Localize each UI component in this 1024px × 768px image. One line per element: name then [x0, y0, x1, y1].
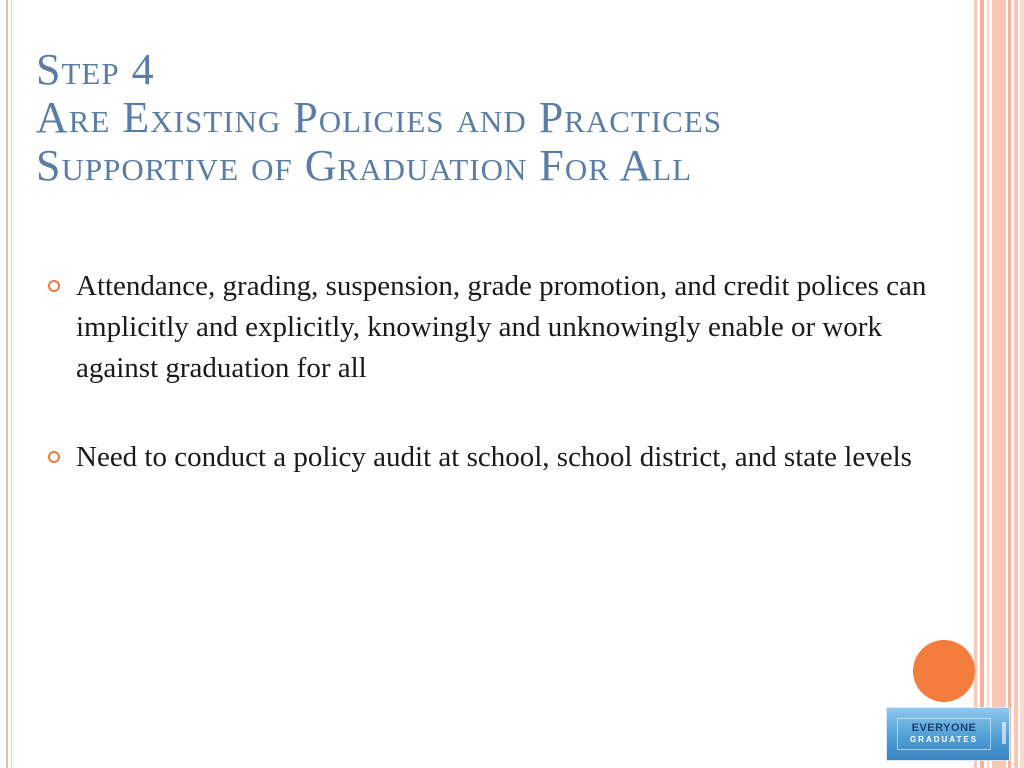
- title-line-question-cont: Supportive of Graduation For All: [36, 141, 693, 190]
- logo-frame: [897, 718, 991, 750]
- title-line-question: Are Existing Policies and Practices: [36, 93, 723, 142]
- bullet-text: Attendance, grading, suspension, grade promotion, and credit polices can implicitly and explicitly, knowingly and unknowingly enable or work against graduation for all: [76, 270, 927, 384]
- bullet-item: [44, 437, 954, 478]
- stripe: [1020, 0, 1024, 768]
- title-line-step: Step 4: [36, 45, 155, 94]
- left-decorative-line-thin: [11, 0, 12, 768]
- bullet-list: [44, 266, 954, 478]
- logo-top-text: EVERYONE: [911, 722, 977, 734]
- stripe: [987, 0, 989, 768]
- slide-title: [36, 46, 956, 190]
- bullet-item: [44, 266, 954, 389]
- stripe: [1014, 0, 1018, 768]
- stripe: [1008, 0, 1011, 768]
- bullet-circle-icon: [48, 280, 60, 292]
- logo-side-mark: [1002, 722, 1006, 744]
- stripe: [992, 0, 1006, 768]
- everyone-graduates-logo: [886, 707, 1010, 761]
- bullet-circle-icon: [48, 451, 60, 463]
- left-decorative-line: [6, 0, 8, 768]
- logo-bottom-text: GRADUATES: [909, 735, 979, 744]
- right-decorative-stripes: [974, 0, 1024, 768]
- stripe: [974, 0, 977, 768]
- stripe: [980, 0, 984, 768]
- decorative-orange-circle: [913, 640, 975, 702]
- bullet-text: Need to conduct a policy audit at school, school district, and state levels: [76, 441, 912, 473]
